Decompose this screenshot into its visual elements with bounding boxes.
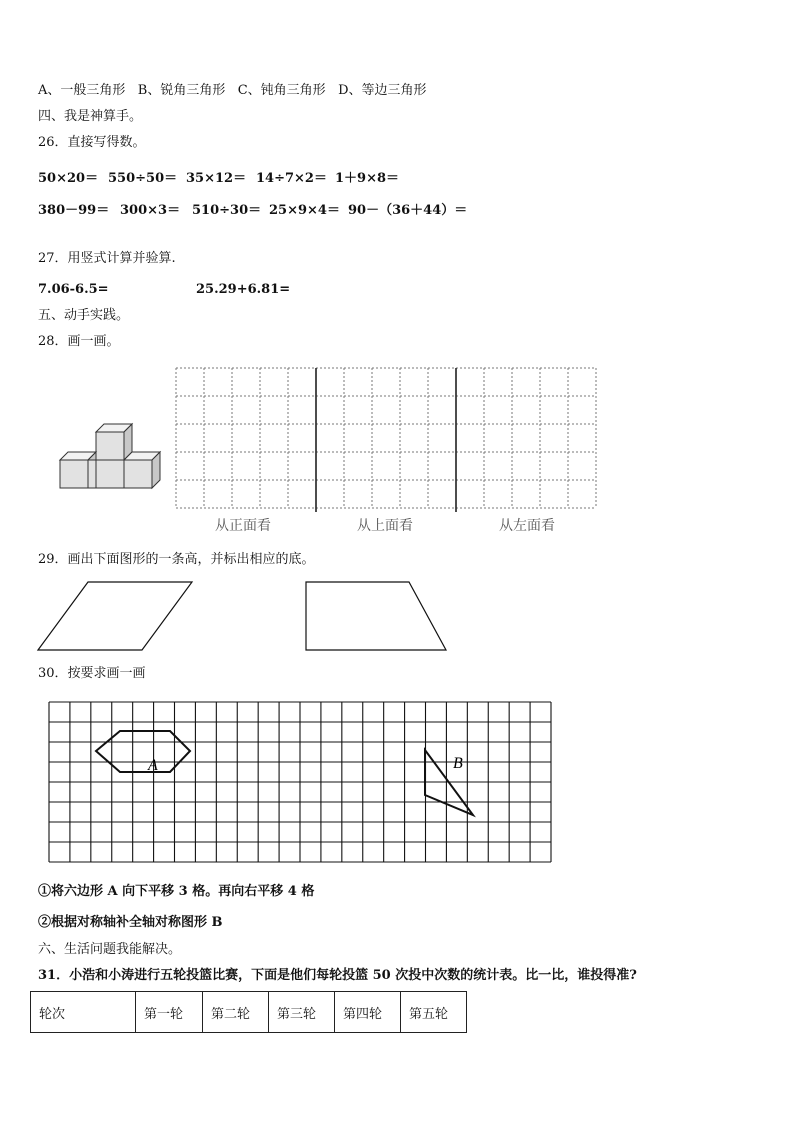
q30-task-1: ①将六边形 A 向下平移 3 格。再向右平移 4 格 [38,884,315,899]
q29-title: 29．画出下面图形的一条高，并标出相应的底。 [38,552,315,567]
calc-item: 25×9×4＝ [269,203,340,218]
calc-item: 1＋9×8＝ [335,171,400,186]
caption-front-view: 从正面看 [215,518,271,534]
caption-top-view: 从上面看 [357,518,413,534]
hexagon-a-shape [96,731,190,772]
table-header-cell: 轮次 [31,992,136,1033]
q30-title: 30．按要求画一画 [38,666,146,681]
hexagon-a-label: A [148,757,158,774]
translation-grid [46,700,556,866]
table-header-cell: 第二轮 [203,992,269,1033]
q27-expr-2: 25.29+6.81= [196,282,291,297]
calc-item: 35×12＝ [186,171,247,186]
table-header-cell: 第五轮 [401,992,467,1033]
calc-item: 90－（36＋44）＝ [348,203,468,218]
table-header-cell: 第三轮 [269,992,335,1033]
caption-left-view: 从左面看 [499,518,555,534]
table-header-cell: 第一轮 [136,992,203,1033]
calc-item: 300×3＝ [120,203,181,218]
trapezoid-shape [306,582,446,650]
calc-item: 14÷7×2＝ [256,171,327,186]
calc-item: 510÷30＝ [192,203,262,218]
parallelogram-shape [38,582,192,650]
q27-expr-1: 7.06-6.5= [38,282,109,297]
table-row [31,992,467,1033]
q31-stats-table [30,991,467,1033]
q29-shapes [36,578,456,656]
q28-title: 28．画一画。 [38,334,120,349]
calc-item: 380－99＝ [38,203,110,218]
calc-item: 550÷50＝ [108,171,178,186]
table-header-cell: 第四轮 [335,992,401,1033]
section-6-heading: 六、生活问题我能解决。 [38,942,182,957]
q27-title: 27．用竖式计算并验算. [38,251,176,266]
views-drawing-grid [174,366,600,516]
section-5-heading: 五、动手实践。 [38,308,130,323]
q30-task-2: ②根据对称轴补全轴对称图形 B [38,915,223,930]
section-4-heading: 四、我是神算手。 [38,109,143,124]
calc-item: 50×20＝ [38,171,99,186]
q26-title: 26．直接写得数。 [38,135,146,150]
q31-title: 31．小浩和小涛进行五轮投篮比赛，下面是他们每轮投篮 50 次投中次数的统计表。比一比，谁投得准? [38,968,637,983]
q25-options: A、一般三角形 B、锐角三角形 C、钝角三角形 D、等边三角形 [38,83,427,98]
cube-stack-figure [56,420,166,500]
figure-b-label: B [453,755,463,772]
